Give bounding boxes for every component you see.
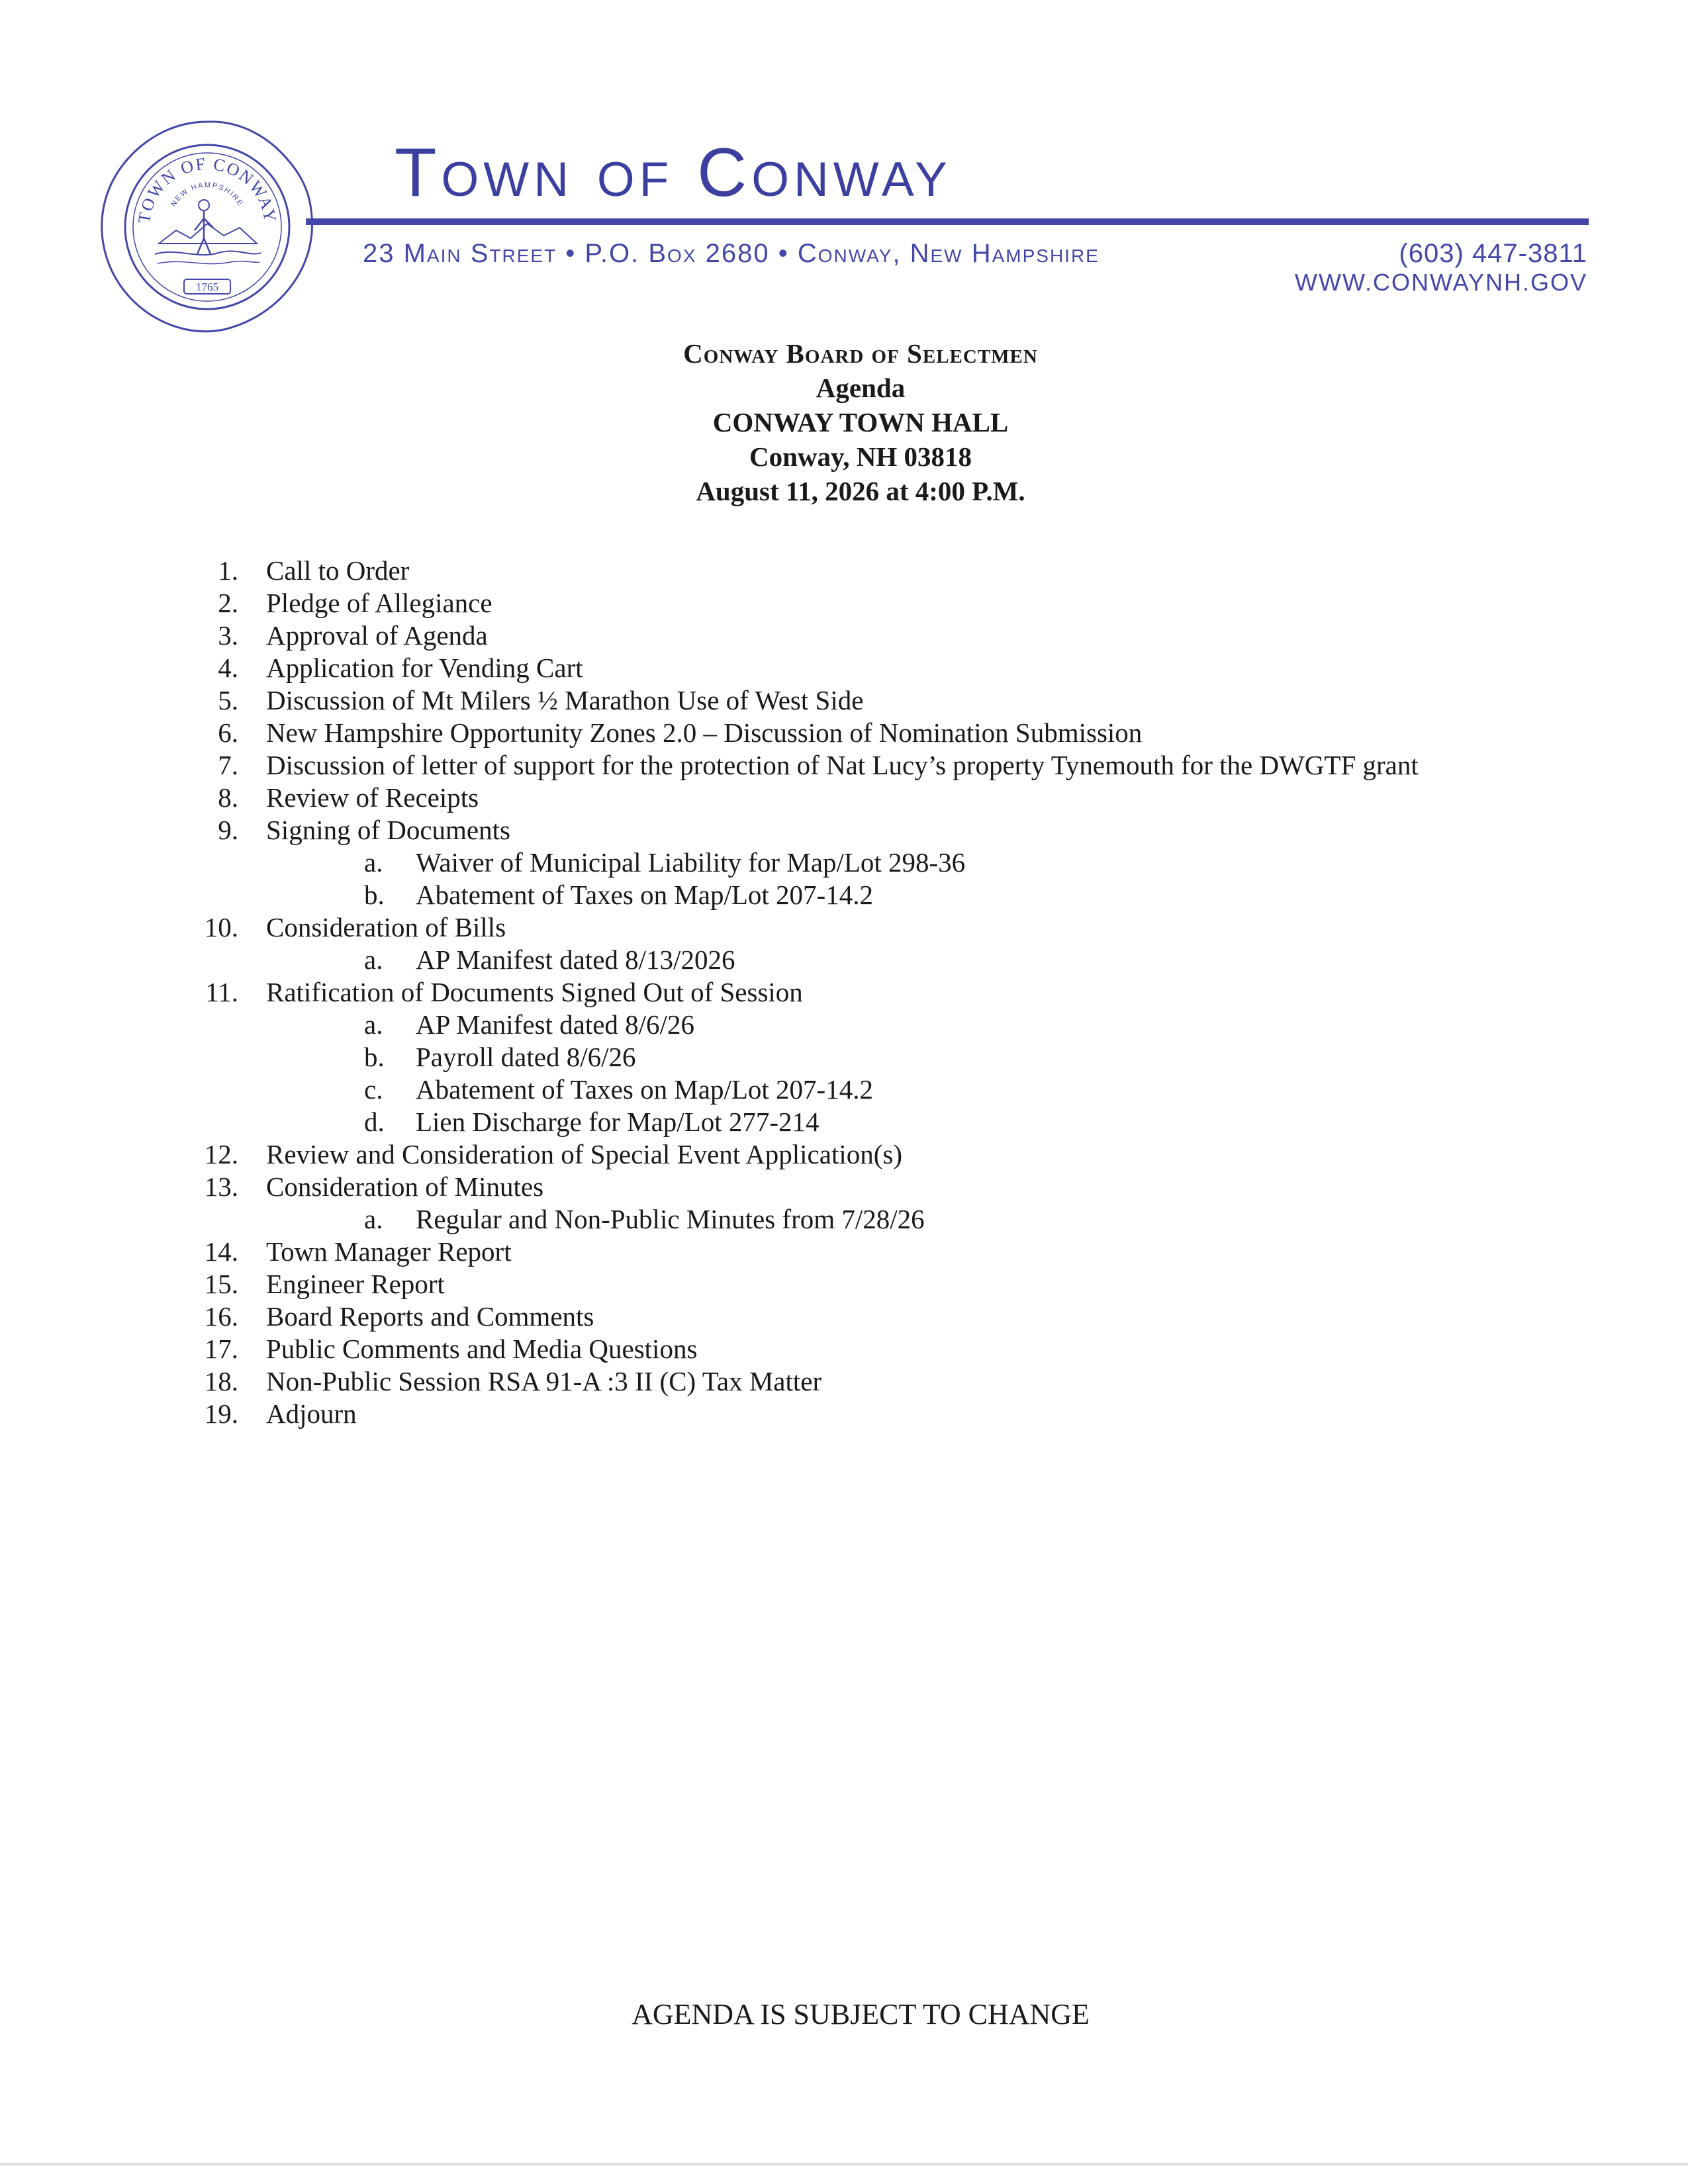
agenda-subitem xyxy=(199,1203,1589,1236)
agenda-item-text: Consideration of Minutes xyxy=(266,1171,544,1202)
agenda-item xyxy=(199,587,1589,619)
agenda-item-number: 18. xyxy=(204,1366,238,1396)
meeting-city: Conway, NH 03818 xyxy=(749,441,972,472)
document-type: Agenda xyxy=(816,373,906,403)
agenda-item xyxy=(199,1398,1589,1430)
agenda-item-text: Adjourn xyxy=(266,1398,357,1429)
agenda-item-text: Ratification of Documents Signed Out of Session xyxy=(266,977,803,1007)
agenda-item xyxy=(199,652,1589,684)
town-address: 23 Main Street • P.O. Box 2680 • Conway, New Hampshire xyxy=(363,239,1100,268)
meeting-location: CONWAY TOWN HALL xyxy=(712,407,1009,437)
agenda-item-number: 14. xyxy=(204,1236,238,1267)
agenda-subitem xyxy=(199,944,1589,976)
town-seal-logo xyxy=(98,118,316,336)
agenda-item-number: 1. xyxy=(218,555,238,586)
agenda-subitem-letter: a. xyxy=(364,1204,383,1234)
agenda-item-number: 8. xyxy=(218,782,238,813)
agenda-item xyxy=(199,749,1589,782)
agenda-subitem-text: AP Manifest dated 8/6/26 xyxy=(416,1009,694,1040)
agenda-item xyxy=(199,976,1589,1009)
agenda-item-number: 13. xyxy=(204,1171,238,1202)
agenda-item-text: Call to Order xyxy=(266,555,410,586)
agenda-subitem xyxy=(199,1106,1589,1138)
agenda-item-text: Application for Vending Cart xyxy=(266,653,583,683)
agenda-subitem xyxy=(199,1009,1589,1041)
agenda-item-text: Approval of Agenda xyxy=(266,620,488,651)
agenda-item-number: 16. xyxy=(204,1301,238,1332)
agenda-item-number: 11. xyxy=(205,977,238,1007)
agenda-item-text: Pledge of Allegiance xyxy=(266,588,492,618)
agenda-item-number: 12. xyxy=(204,1139,238,1169)
agenda-list xyxy=(199,555,1589,1430)
letterhead-rule xyxy=(306,218,1589,225)
agenda-item-number: 17. xyxy=(204,1334,238,1364)
agenda-item-number: 4. xyxy=(218,653,238,683)
agenda-subitem-text: Payroll dated 8/6/26 xyxy=(416,1042,636,1072)
agenda-item-number: 3. xyxy=(218,620,238,651)
agenda-item-number: 5. xyxy=(218,685,238,715)
agenda-item xyxy=(199,1171,1589,1203)
agenda-item-text: Public Comments and Media Questions xyxy=(266,1334,698,1364)
agenda-heading xyxy=(0,336,1688,508)
agenda-item-text: Review of Receipts xyxy=(266,782,479,813)
agenda-item xyxy=(199,911,1589,944)
agenda-subitem-letter: b. xyxy=(364,880,385,910)
agenda-item xyxy=(199,555,1589,587)
agenda-item xyxy=(199,1138,1589,1171)
agenda-subitem xyxy=(199,1073,1589,1106)
agenda-item xyxy=(199,814,1589,846)
meeting-datetime: August 11, 2026 at 4:00 P.M. xyxy=(696,476,1025,506)
svg-text:TOWN OF CONWAY xyxy=(134,154,280,225)
agenda-item-text: Discussion of Mt Milers ½ Marathon Use of West Side xyxy=(266,685,864,715)
agenda-subitem xyxy=(199,879,1589,911)
agenda-item-text: Board Reports and Comments xyxy=(266,1301,594,1332)
town-website: WWW.CONWAYNH.GOV xyxy=(1295,269,1587,296)
page-bottom-edge xyxy=(0,2163,1688,2165)
agenda-item xyxy=(199,1236,1589,1268)
agenda-subitem-letter: a. xyxy=(364,944,383,975)
agenda-item xyxy=(199,619,1589,652)
agenda-item-number: 10. xyxy=(204,912,238,942)
agenda-subject-to-change-note: AGENDA IS SUBJECT TO CHANGE xyxy=(632,1998,1090,2030)
agenda-item-text: Signing of Documents xyxy=(266,815,510,845)
agenda-item-text: Review and Consideration of Special Event Application(s) xyxy=(266,1139,902,1169)
agenda-item xyxy=(199,1300,1589,1333)
svg-text:NEW HAMPSHIRE xyxy=(169,181,244,208)
seal-inner-text: NEW HAMPSHIRE xyxy=(169,181,245,208)
agenda-item-text: Consideration of Bills xyxy=(266,912,506,942)
agenda-item xyxy=(199,1268,1589,1300)
agenda-subitem xyxy=(199,1041,1589,1073)
agenda-item-number: 6. xyxy=(218,717,238,748)
seal-top-text: TOWN OF CONWAY xyxy=(134,154,281,225)
agenda-item-number: 19. xyxy=(204,1398,238,1429)
agenda-subitem-text: Regular and Non-Public Minutes from 7/28/26 xyxy=(416,1204,925,1234)
town-phone: (603) 447-3811 xyxy=(1399,239,1587,268)
agenda-item-text: Discussion of letter of support for the protection of Nat Lucy’s property Tynemouth for the DWGTF grant xyxy=(266,750,1419,780)
agenda-subitem-letter: a. xyxy=(364,1009,383,1040)
agenda-subitem-letter: b. xyxy=(364,1042,385,1072)
agenda-item-text: New Hampshire Opportunity Zones 2.0 – Discussion of Nomination Submission xyxy=(266,717,1143,748)
town-name-title: Town of Conway xyxy=(395,134,952,211)
agenda-item-text: Non-Public Session RSA 91-A :3 II (C) Tax Matter xyxy=(266,1366,822,1396)
seal-year: 1765 xyxy=(196,281,218,293)
agenda-item-text: Engineer Report xyxy=(266,1269,445,1299)
agenda-item xyxy=(199,684,1589,717)
agenda-item-number: 7. xyxy=(218,750,238,780)
agenda-item xyxy=(199,782,1589,814)
agenda-item xyxy=(199,717,1589,749)
agenda-item-number: 2. xyxy=(218,588,238,618)
agenda-item-number: 15. xyxy=(204,1269,238,1299)
board-name: Conway Board of Selectmen xyxy=(683,338,1038,369)
agenda-subitem xyxy=(199,846,1589,879)
agenda-subitem-text: Abatement of Taxes on Map/Lot 207-14.2 xyxy=(416,1074,873,1105)
agenda-subitem-text: Lien Discharge for Map/Lot 277-214 xyxy=(416,1107,820,1137)
agenda-subitem-text: Abatement of Taxes on Map/Lot 207-14.2 xyxy=(416,880,873,910)
agenda-subitem-letter: c. xyxy=(364,1074,383,1105)
agenda-subitem-letter: a. xyxy=(364,847,383,878)
agenda-item xyxy=(199,1333,1589,1365)
agenda-subitem-letter: d. xyxy=(364,1107,385,1137)
agenda-subitem-text: AP Manifest dated 8/13/2026 xyxy=(416,944,735,975)
agenda-subitem-text: Waiver of Municipal Liability for Map/Lot 298-36 xyxy=(416,847,966,878)
agenda-item xyxy=(199,1365,1589,1398)
agenda-item-text: Town Manager Report xyxy=(266,1236,512,1267)
agenda-item-number: 9. xyxy=(218,815,238,845)
